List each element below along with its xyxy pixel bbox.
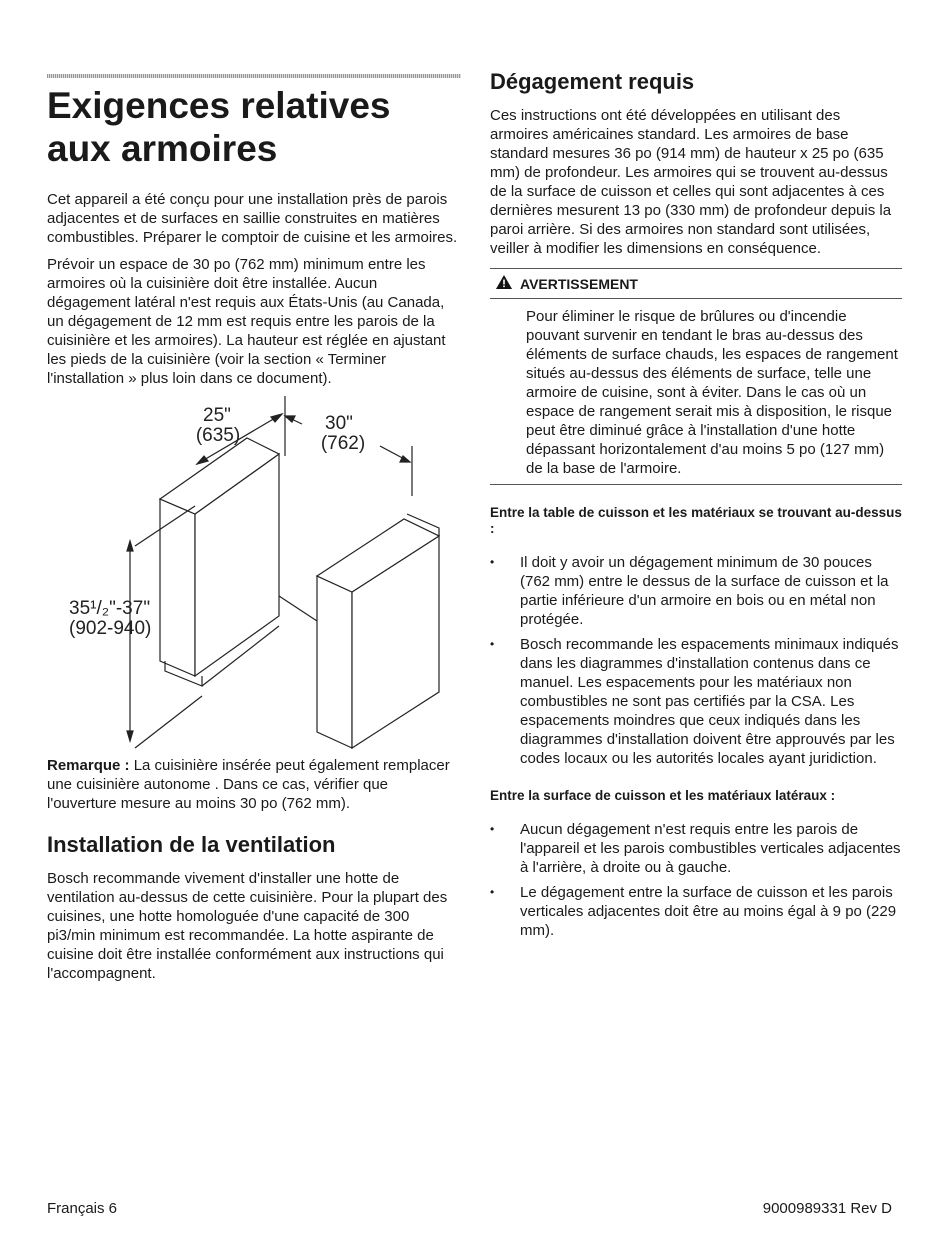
depth-mm-label: (635) xyxy=(195,425,241,446)
warning-title: AVERTISSEMENT xyxy=(520,275,638,292)
list-item: • Aucun dégagement n'est requis entre les parois de l'appareil et les parois combustibles verticales adjacentes à l'arrière, à droite ou à gauche. xyxy=(490,820,902,877)
note-paragraph xyxy=(47,756,461,813)
height-inches-label: 35¹/₂"-37" xyxy=(69,598,151,619)
warning-text: Pour éliminer le risque de brûlures ou d'incendie pouvant survenir en tendant le bras au-dessus des éléments de surface chauds, les espaces de rangement situés au-dessus des éléments de surface, telle une armoire de cuisine, sont à éviter. Dans le cas où un espace de rangement serait mis à disposition, le risque peut être diminué grâce à l'installation d'une hotte dépassant horizontalement d'au moins 5 po (127 mm) de la base de l'armoire. xyxy=(526,308,898,477)
height-mm-label: (902-940) xyxy=(69,618,152,639)
side-subheading: Entre la surface de cuisson et les matériaux latéraux : xyxy=(490,788,836,803)
warning-triangle-icon xyxy=(496,275,512,292)
right-column xyxy=(490,68,902,960)
list-item: • Bosch recommande les espacements minimaux indiqués dans les diagrammes d'installation contenus dans ce manuel. Les espacements pour les matériaux non combustibles ne sont pas certifiés par la CSA. Les espacements moindres que ceux indiqués dans les diagrammes d'installation doivent être approuvés par les codes locaux ou les autorités locales ayant juridiction. xyxy=(490,635,902,768)
warning-box xyxy=(490,268,902,485)
ventilation-heading: Installation de la ventilation xyxy=(47,832,336,857)
cabinet-diagram xyxy=(47,396,461,751)
above-subheading: Entre la table de cuisson et les matériaux se trouvant au-dessus : xyxy=(490,505,902,536)
side-list xyxy=(490,820,902,940)
intro-paragraph: Cet appareil a été conçu pour une installation près de parois adjacentes et de surfaces en saillie construites en matières combustibles. Préparer le comptoir de cuisine et les armoires. xyxy=(47,191,458,246)
list-item: • Le dégagement entre la surface de cuisson et les parois verticales adjacentes doit être au moins égal à 9 po (229 mm). xyxy=(490,883,902,940)
clearance-paragraph: Ces instructions ont été développées en utilisant des armoires américaines standard. Les armoires de base standard mesures 36 po (914 mm) de hauteur x 25 po (635 mm) de profondeur. Les armoires qui se trouvent au-dessus de la surface de cuisson et celles qui sont adjacentes à ces dernières mesurent 13 po (330 mm) de profondeur depuis la paroi arrière. Si des armoires non standard sont utilisées, veiller à modifier les dimensions en conséquence. xyxy=(490,107,892,257)
width-inches-label: 30" xyxy=(325,413,353,434)
note-text: La cuisinière insérée peut également remplacer une cuisinière autonome . Dans ce cas, vérifier que l'ouverture mesure au moins 30 po (762 mm). xyxy=(47,757,450,812)
above-list xyxy=(490,553,902,768)
page-title: Exigences relatives aux armoires xyxy=(47,85,391,169)
width-mm-label: (762) xyxy=(320,433,366,454)
clearance-heading: Dégagement requis xyxy=(490,69,695,94)
warning-header xyxy=(490,269,902,299)
decorative-rule xyxy=(47,74,461,78)
spacing-paragraph: Prévoir un espace de 30 po (762 mm) minimum entre les armoires où la cuisinière doit être installée. Aucun dégagement latéral n'est requis aux États-Unis (au Canada, un dégagement de 12 mm est requis entre les parois de la cuisinière et les armoires). La hauteur est réglée en ajustant les pieds de la cuisinière (voir la section « Terminer l'installation » plus loin dans ce document). xyxy=(47,256,446,387)
note-label: Remarque : xyxy=(47,757,130,774)
list-item: • Il doit y avoir un dégagement minimum de 30 pouces (762 mm) entre le dessus de la surface de cuisson et la partie inférieure d'un armoire en bois ou en métal non protégée. xyxy=(490,553,902,629)
footer-doc-number: 9000989331 Rev D xyxy=(762,1200,892,1217)
depth-inches-label: 25" xyxy=(203,405,231,426)
ventilation-paragraph: Bosch recommande vivement d'installer une hotte de ventilation au-dessus de cette cuisinière. Pour la plupart des cuisines, une hotte homologuée d'une capacité de 300 pi3/min minimum est recommandée. La hotte aspirante de cuisine doit être installée conformément aux instructions qui l'accompagnent. xyxy=(47,870,448,982)
cabinet-diagram-drawing xyxy=(47,396,461,751)
left-column xyxy=(47,74,461,991)
footer-page-label: Français 6 xyxy=(47,1200,118,1217)
